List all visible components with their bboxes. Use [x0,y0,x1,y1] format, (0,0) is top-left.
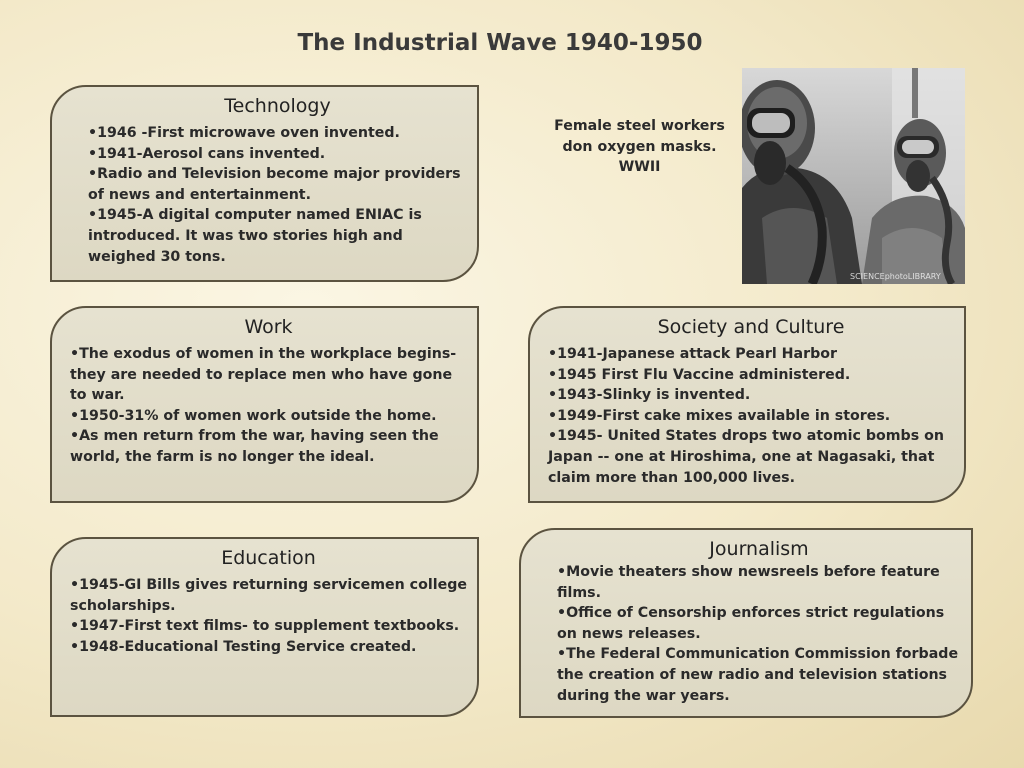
list-item: • 1945-GI Bills gives returning servicemen college scholarships. [70,575,467,616]
list-item: • 1943-Slinky is invented. [548,385,954,406]
list-item: • 1941-Japanese attack Pearl Harbor [548,344,954,365]
journalism-box [519,528,973,718]
list-item: • 1946 -First microwave oven invented. [88,123,467,144]
list-item: • 1950-31% of women work outside the home. [70,406,467,427]
list-item: • 1948-Educational Testing Service created. [70,637,467,658]
caption-text: Female steel workers don oxygen masks. [554,118,725,155]
list-item: • 1941-Aerosol cans invented. [88,144,467,165]
society-culture-box [528,306,966,503]
list-item: • Office of Censorship enforces strict regulations on news releases. [557,603,961,644]
technology-box [50,85,479,282]
society-heading: Society and Culture [657,316,845,338]
work-heading: Work [244,316,293,338]
education-box [50,537,479,717]
list-item: • 1945-A digital computer named ENIAC is introduced. It was two stories high and weighed 30 tons. [88,205,467,267]
list-item: • 1945- United States drops two atomic bombs on Japan -- one at Hiroshima, one at Nagasaki, that claim more than 100,000 lives. [548,426,954,488]
list-item: • The Federal Communication Commission forbade the creation of new radio and television stations during the war years. [557,644,961,706]
list-item: • 1947-First text films- to supplement textbooks. [70,616,467,637]
steel-workers-photo [742,68,965,284]
list-item: • Movie theaters show newsreels before feature films. [557,562,961,603]
caption-era: WWII [618,159,661,176]
photo-caption [552,116,727,178]
journalism-heading: Journalism [709,538,809,560]
page-title: The Industrial Wave 1940-1950 [297,30,703,56]
work-box [50,306,479,503]
list-item: • Radio and Television become major providers of news and entertainment. [88,164,467,205]
technology-heading: Technology [224,95,331,117]
list-item: • The exodus of women in the workplace begins-they are needed to replace men who have gone to war. [70,344,467,406]
education-heading: Education [221,547,316,569]
work-list [70,344,467,468]
journalism-list [557,562,961,706]
technology-list [88,123,467,267]
list-item: • 1949-First cake mixes available in stores. [548,406,954,427]
list-item: • 1945 First Flu Vaccine administered. [548,365,954,386]
education-list [70,575,467,657]
list-item: • As men return from the war, having seen the world, the farm is no longer the ideal. [70,426,467,467]
photo-watermark: SCIENCEphotoLIBRARY [850,272,941,281]
society-list [548,344,954,488]
